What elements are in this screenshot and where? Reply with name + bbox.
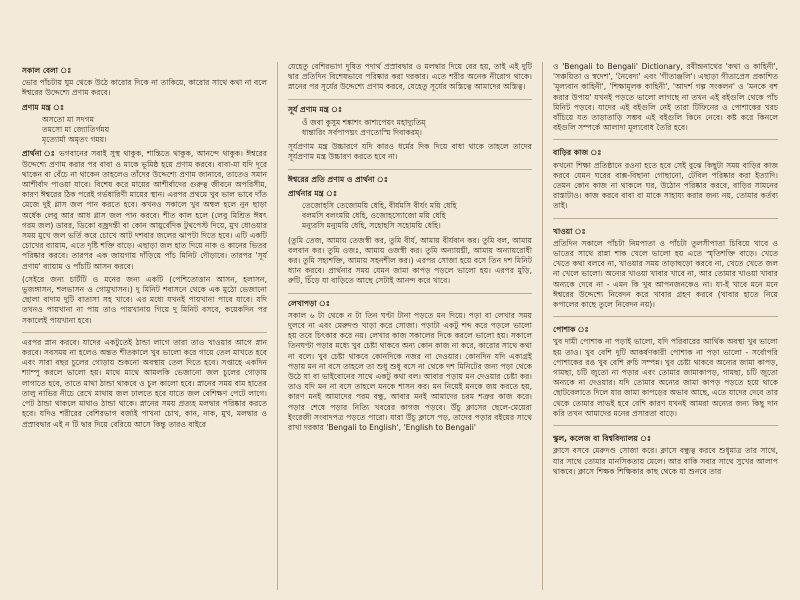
right-intro-text: ও 'Bengali to Bengali' Dictionary, রবীন্দ্রনাথের 'কথা ও কাহিনী', 'সঞ্চয়িতা ও স্বদেশ', 'নৈবেদ্য' এবং 'গীতাঞ্জলি'। এছাড়া গীতাপ্রেস প্রকাশিত 'মূল্যবান কাহিনী', 'শিক্ষামূলক কাহিনী', 'আদর্শ গল্প সংকলন' ও 'মনকে বশ করার উপায়' যখনই পড়তে ভালো লাগছে না তখন এই বইগুলি থেকে পাঁচ মিনিট পড়বে। যাদের এই বইগুলি নেই তারা টিফিনের ও পোশাকের খরচ বাঁচিয়ে যত তাড়াতাড়ি সম্ভব এই বইগুলি কিনে নেবে। কষ্ট করে কিনলে বইগুলি সম্পর্কে আলাদা মূল্যবোধ তৈরি হবে।	[553, 62, 778, 133]
asana-text: (সেইরে জন্য চার্টটি ও মনের জন্য একটি (পেশিতোত্তান আসন, হলাসন, ভুজঙ্গাসন, শলভাসন ও গোমুখাসন।) দু মিনিট শবাসনে থেকে এক মুঠো ভেজানো ছোলা বাদাম দুটি বাতাসা সহ খাবে। এর মধ্যে যখনই পায়খানা পাবে যাবে। যদি তখনও পায়খানা না পায় তাও পায়খানায় গিয়ে দু মিনিট বসবে, কয়েকদিন পর সকালেই পায়খানা হবে।	[22, 274, 267, 325]
prarthana-paragraph	[22, 149, 267, 271]
chores-section	[553, 139, 778, 211]
dress-heading: পোশাক ঃ	[553, 325, 589, 335]
school-heading: স্কুল, কলেজ বা বিশ্ববিদ্যালয় ঃ	[553, 434, 652, 444]
divider	[22, 332, 267, 333]
surya-note: সূর্যপ্রণাম মন্ত্র উচ্চারণে যদি কারও ধর্মের দিক দিয়ে বাধা থাকে তাহলে তাদের সূর্যপ্রণাম মন্ত্র উচ্চারণ করতে হবে না।	[288, 142, 532, 162]
study-text: সকাল ৬ টা থেকে ন টা তিন ঘণ্টা টানা পড়তে মন দিয়ে। পড়া বা লেখার সময় দুলবে না এবং মেরুদণ্ড খাড়া করে সোজা। পড়াটা একটু শব্দ করে পড়লে ভালো হয় তবে চিৎকার করে নয়। লেখার কাজ সকালের দিকে করলে ভালো হয়। সকালে তিনঘণ্টা পড়ার মধ্যে খুব চেষ্টা থাকবে অন্য কোন কাজ না করে, কারোর সাথে কথা না বলে। খুব চেষ্টা থাকবে কোনদিকে নজর না দেওয়ার। কোনদিন যদি একাগ্রই পড়ায় মন না বসে তাহলে তা শুধু শুধু বসে না থেকে দশ মিনিটের জন্য পড়া থেকে উঠে যা বা ভাইবোনের সাথে একটু কথা বল। আবার পড়ায় মন দেওয়ার চেষ্টা কর। তাও যদি মন না বসে তাহলে মনকে শাসন কর। মন নিয়েই মনকে জয় করতে হয়, কারণ মনই আমাদের পরম বন্ধু, আবার মনই আমাদের চরম শত্রুর কাজ করে। পড়ার শেষে পড়ার নিত্যি খবরের কাগজ পড়বে। উঁচু ক্লাসের ছেলে-মেয়েরা ইংরেজী সংবাদপত্র পড়তে পারো। যারা উঁচু ক্লাসে পড়, তাদের পড়ার বইয়ের সাথে রাখা দরকার 'Bengali to English', 'English to Bengali'	[288, 310, 532, 433]
surya-mantra: ওঁ জবা কুসুম শঙ্কাশং কাশ্যপেয়ং মহাদ্যুতিম্ ধান্তারিং সর্বপাপঘ্নং প্রণতোস্মি দিবাকরম্।	[302, 117, 426, 138]
prarthana-mantra-heading: প্রার্থনার মন্ত্র ঃ	[288, 188, 338, 198]
meaning-text: (তুমি তেজ, আমায় তেজস্বী কর, তুমি বীর্য, আমায় বীর্যবান কর। তুমি বল, আমায় বলবান কর। তুমি ওজঃ, আমায় ওজস্বী কর। তুমি অন্যায়ঘ্নী, আমায় অন্যায়রোধী কর। তুমি সহ্যশক্তি, আমায় সহনশীল কর।) এরপর সোজা হয়ে বসে তিন দশ মিনিট ধ্যান করবে। প্রার্থনার সময় যেমন জামা কাপড় পড়লে ভালো হয়। এরপর মুড়ি, রুটি, চিঁড়ে যা বাড়িতে আছে সেটাই আনন্দ করে খাবে।	[288, 235, 532, 286]
column-middle	[277, 62, 543, 590]
morning-text: ভোর পাঁচটায় ঘুম থেকে উঠে কারোর দিকে না তাকিয়ে, কারোর সাথে কথা না বলে ঈশ্বরের উদ্দেশ্যে প্রণাম করবে।	[22, 78, 267, 98]
dress-section	[553, 316, 778, 419]
middle-intro-text: যেহেতু বেশিরভাগ দূষিত পদার্থ প্রস্রাবদ্বার ও মলদ্বার দিয়ে বের হয়, তাই এই দুটি দ্বার প্রতিদিন বিশেষভাবে পরিষ্কার করা দরকার। এতে শরীর অনেক নীরোগ থাকে। স্নানের পর সূর্যের উদ্দেশ্যে প্রণাম করবে, যেহেতু সূর্যের অস্তিত্বে আমাদের অস্তিত্ব।	[288, 62, 532, 92]
dress-text: খুব দামী পোশাক না পড়াই ভালো, যদি পরিবারের আর্থিক অবস্থা খুব ভালো হয় তাও। খুব বেশি দুটি আকর্ষণকারী পোশাক না পড়া ভালো - সর্বোপরি পোশাকের রঙ খুব বেশি রুচি সম্পন্ন। খুব চেষ্টা থাকবে অন্যের জামা কাপড়, গামছা, চটি জুতো না পড়ার এবং তোমার জামাকাপড়, গামছা, চটি জুতো অন্যকে না দেওয়ার। যদি তোমার অন্যের জামা কাপড় পড়তে হয়ে থাকে ছোটবেলাতে দিলে যার জামা কাপড়ের অভাব আছে, এতে যাদের দেবে তার থেকে তোমার লাভই হবে বেশি কারণ যখনই আমরা অন্যের জন্য কিছু দান করি তখন আমাদের মনের প্রসারতা বাড়ে।	[553, 337, 778, 418]
morning-heading: সকাল বেলা ঃ	[22, 66, 72, 75]
prarthana-text: ভগবানের সবাই সুস্থ থাকুক, শান্তিতে থাকুক, আনন্দে থাকুক। ঈশ্বরের উদ্দেশ্যে প্রণাম করার পর বাবা ও মাকে ভূমিষ্ঠ হয়ে প্রণাম করবে। বাবা-মা যদি দূরে থাকেন বা বেঁচে না থাকেন তাহলেও তাঁদের উদ্দেশ্যে প্রণাম জানাবে, তাতেও সমান আশীর্বাদ পাওয়া যাবে। বিশেষ করে মায়ের আশীর্বাদের গুরুত্ব জীবনে অপরিসীম, কারণ ঈশ্বরের ঠিক পরেই গর্ভধারিণী মায়ের স্থান। এরপর প্রথমে খুব ভাল ভাবে দাঁত মেজে দুই গ্লাস জল পান করতে হবে। কখনও সকালে খুব অম্বল হলে নুন ছাড়া অর্ধেক লেবু আর আধ গ্লাস জল পান করবে। শীত কাল হলে (লেবু মিশ্রিত ঈষৎ গরম জল) ডাবর, ডিকো বজ্রদন্তী বা কোন আয়ুর্বেদিক টুথপেস্ট দিয়ে, মুখ ধোওয়ার সময় মুখে জল ভর্তি করে চোখে আট দশবার জলের ঝাপটা দিতে হবে। এটি একটি চোখের ব্যায়াম, এতে দৃষ্টি শক্তি বাড়ে। এছাড়া জল হাত দিয়ে নাক ও কানের ভিতর পরিষ্কার করবে। তারপর এক জায়গায় দাঁড়িয়ে পাঁচ মিনিট দৌড়াবে। তারপর 'সূর্য প্রণাম' ব্যায়াম ও পাঁচটি আসন করবে।	[22, 149, 268, 271]
isvar-heading: ঈশ্বরের প্রতি প্রণাম ও প্রার্থনা ঃ	[288, 174, 388, 184]
prayer-mantra: অসতো মা সদগম তমসো মা জ্যোতির্গময় মৃত্যোর্মা অমৃতং গময়।	[42, 114, 110, 145]
food-text: প্রতিদিন সকালে পাঁচটা নিমপাতা ও পাঁচটা তুলসীপাতা চিবিয়ে খাবে ও ভাতের সাথে রান্না শাক খেলে ভালো হয় এতে স্মৃতিশক্তি বাড়ে। খেতে খেতে কথা বলবে না, খাওয়ার সময় তাড়াহুড়ো করবে না, খেতে খেতে জল না খেলে ভালো। অন্যের খাওয়া খাবার খাবে না, আর তোমার খাওয়া খাবার অন্যকে দেবে না - এমন কি খুব আপনজনকেও না। যা-ই খাবে মনে মনে ঈশ্বরের উদ্দেশ্যে নিবেদন করে খাবার গ্রহণ করবে (খাবার হাতে নিয়ে কপালের কাছে তুলে নিবেদন নয়)।	[553, 238, 778, 310]
surya-heading: সূর্য প্রণাম মন্ত্র ঃ	[288, 104, 343, 114]
surya-paragraph	[288, 105, 532, 115]
chores-heading: বাড়ির কাজ ঃ	[553, 148, 602, 158]
bath-text: এরপর স্নান করবে। যাদের একটুতেই ঠান্ডা লাগে তারা তাও খাওয়ার আগে স্নান করবে। সবসময় না হলেও অন্তত শীতকালে খুব ভালো করে গায়ে তেল মাখতে হবে এবং সারা বছর চুলের গোড়ায় শুকনো অবস্থায় তেল দিতে হবে। সপ্তাহে একদিন শ্যাম্পু করলে ভালো হয়। মাথে মাথে আমলকি ভেজানো জল চুলের গোড়ায় লাগাতে হবে, তাতে মাথা ঠান্ডা থাকবে ও চুল কালো হবে। স্নানের সময় বাম হাতের তালু নাভির নীচে রেখে মাথায় জল ঢালতে হবে যাতে জল বেশিক্ষণ পেটে লাগে। পেট ঠান্ডা থাকলে মাথাও ঠান্ডা থাকে। স্নানের সময় প্রত্যহ মলদ্বার পরিষ্কার করতে হবে। যদিও শরীরের বেশিরভাগ বর্জ্যই পাখনা চোখ, কান, নাক, মুখ, মলদ্বার ও প্রস্রাবদ্বার এই ন টি দ্বার দিয়ে বেরিয়ে আসে কিন্তু তারও বাইরে	[22, 337, 267, 429]
study-heading: লেখাপড়া ঃ	[288, 298, 330, 308]
school-text: ক্লাসে বসবে মেরুদণ্ড সোজা করে। ক্লাসে বন্ধুত্ব করবে শুধুমাত্র তার সাথে, যার সাথে তোমার মানসিকতায় মেলে। আর বাকি সবার সাথে সুখের আলাপ থাকবে। ক্লাসে শিক্ষক শিক্ষিকার কাছ থেকে যা শুনবে তার	[553, 446, 778, 476]
prayer-mantra-heading: প্রণাম মন্ত্র ঃ	[22, 102, 65, 112]
column-right	[543, 62, 788, 590]
food-section	[553, 218, 778, 311]
chores-text: কখনো শিক্ষা প্রতিষ্ঠানে রওনা হতে হবে সেই বুঝে কিছুটা সময় বাড়ির কাজ করবে যেমন ঘরের বাক্স-বিছানা গোছানো, টেবিল পরিষ্কার করা ইত্যাদি। তেমন কোন কাজ না থাকলে ঘর, উঠোন পরিষ্কার করবে, বাড়ির সামনের রাস্তাটাও। কাজ করবে বাবা বা মাকে সাহায্য করার জন্য নয়, তোমার কর্তব্য তাই।	[553, 160, 778, 211]
prarthana-heading: প্রার্থনা ঃ	[22, 149, 56, 159]
divider	[288, 293, 532, 294]
prarthana-mantra: তেজোহসি তেজোময়ি ধেহি, বীর্যমসি বীর্যং ময়ি ধেহি বলমসি বলংময়ি ধেহি, ওজোহস্যোজো ময়ি ধেহি মন্যুরসি মন্যুময়ি ধেহি, সহোহসি সহোময়ি ধেহি।	[302, 201, 457, 231]
column-left	[12, 62, 277, 590]
divider	[288, 169, 532, 170]
divider	[288, 99, 532, 100]
food-heading: খাওয়া ঃ	[553, 226, 586, 236]
school-section	[553, 425, 778, 477]
